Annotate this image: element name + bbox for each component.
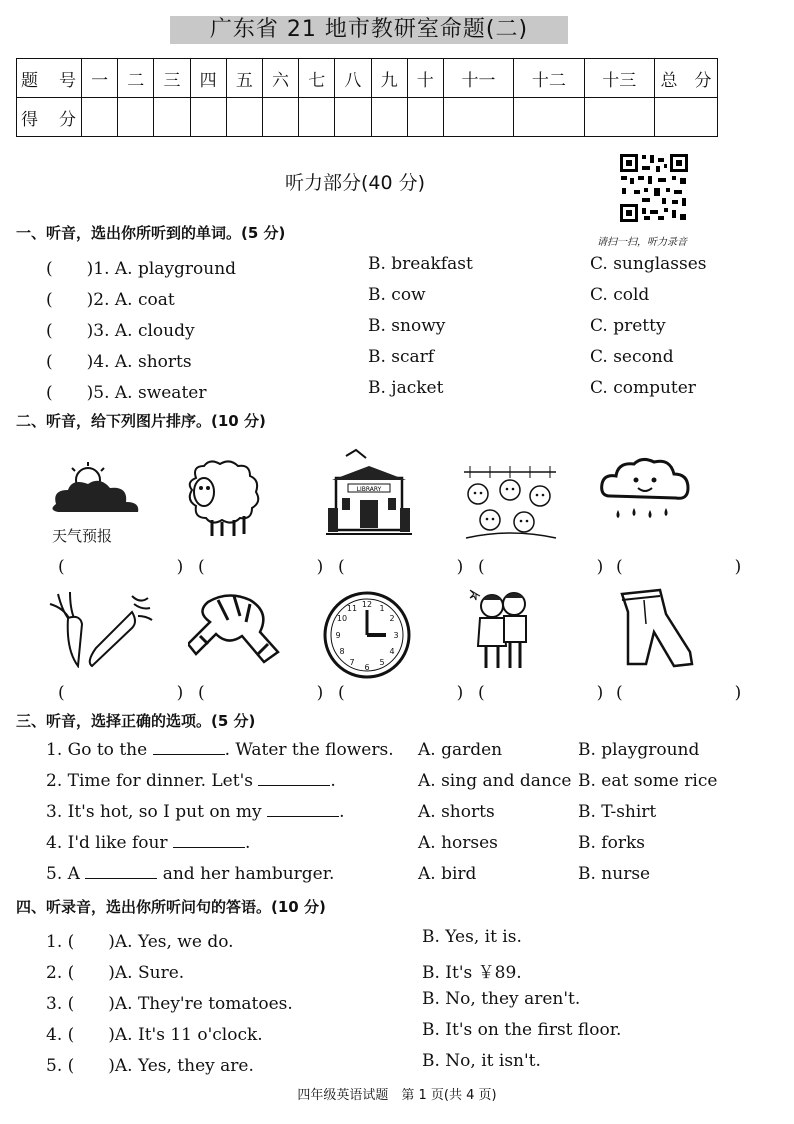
s3-q2: [46, 771, 336, 791]
answer-blank[interactable]: ( ): [58, 557, 210, 577]
svg-text:12: 12: [361, 600, 373, 609]
s4-q2: 2. ( )A. Sure.: [46, 963, 185, 983]
playground-kids-icon: [460, 458, 560, 540]
section2-title: 二、听音，给下列图片排序。(10 分): [16, 412, 266, 430]
s1-q1-c: C. sunglasses: [590, 254, 707, 274]
s3-q2-post: .: [330, 771, 336, 791]
svg-text:11: 11: [346, 604, 358, 613]
s3-q4-post: .: [244, 833, 251, 853]
s1-q2: ( )2. A. coat: [46, 290, 175, 310]
s4-q5: 5. ( )A. Yes, they are.: [46, 1056, 254, 1076]
s3-q1-pre: 1. Go to the: [46, 740, 148, 760]
s3-q2-a: A. sing and dance: [418, 771, 572, 791]
s1-q2-b: B. cow: [368, 285, 426, 305]
pants-icon: [614, 588, 698, 672]
qr-caption: 请扫一扫，听力录音: [597, 237, 687, 248]
s4-q2-b: B. It's ￥89.: [422, 963, 522, 983]
svg-text:2: 2: [389, 614, 395, 623]
score-cell: 六: [262, 59, 298, 98]
s3-q2-pre: 2. Time for dinner. Let's: [46, 771, 253, 791]
s1-q4-b: B. scarf: [368, 347, 435, 367]
exam-title: 广东省 21 地市教研室命题(二): [170, 16, 568, 44]
scarf-icon: [188, 590, 284, 668]
score-cell: 七: [299, 59, 335, 98]
s1-q3: ( )3. A. cloudy: [46, 321, 195, 341]
svg-text:9: 9: [335, 631, 341, 640]
score-entry[interactable]: [584, 98, 654, 137]
s3-q1-post: . Water the flowers.: [224, 740, 394, 760]
score-cell: 四: [190, 59, 226, 98]
svg-text:3: 3: [393, 631, 399, 640]
s4-q3: 3. ( )A. They're tomatoes.: [46, 994, 293, 1014]
s4-q4: 4. ( )A. It's 11 o'clock.: [46, 1025, 263, 1045]
section1-title: 一、听音，选出你所听到的单词。(5 分): [16, 224, 286, 242]
svg-text:5: 5: [379, 658, 385, 667]
score-entry[interactable]: [190, 98, 226, 137]
fill-blank[interactable]: [267, 802, 339, 817]
s4-q5-b: B. No, it isn't.: [422, 1051, 541, 1071]
clock-icon: [322, 590, 412, 680]
score-entry[interactable]: [262, 98, 298, 137]
s4-q1: 1. ( )A. Yes, we do.: [46, 932, 234, 952]
score-entry[interactable]: [655, 98, 718, 137]
s3-q4-a: A. horses: [418, 833, 498, 853]
s3-q5-pre: 5. A: [46, 864, 80, 884]
svg-text:1: 1: [379, 604, 385, 613]
score-label: 得 分: [17, 98, 82, 137]
score-cell: 九: [371, 59, 407, 98]
score-entry[interactable]: [299, 98, 335, 137]
score-cell: 十: [407, 59, 443, 98]
s3-q5-b: B. nurse: [578, 864, 651, 884]
children-icon: [462, 586, 542, 674]
s3-q5-post: and her hamburger.: [162, 864, 335, 884]
fill-blank[interactable]: [153, 740, 225, 755]
sheep-icon: [182, 458, 262, 540]
score-cell: 总 分: [655, 59, 718, 98]
s3-q5-a: A. bird: [418, 864, 477, 884]
s1-q4: ( )4. A. shorts: [46, 352, 192, 372]
answer-blank[interactable]: ( ): [338, 557, 490, 577]
svg-text:4: 4: [389, 647, 395, 656]
score-cell: 一: [82, 59, 118, 98]
score-cell: 十三: [584, 59, 654, 98]
s1-q4-c: C. second: [590, 347, 674, 367]
s3-q1-b: B. playground: [578, 740, 700, 760]
s3-q3-a: A. shorts: [418, 802, 495, 822]
s4-q1-b: B. Yes, it is.: [422, 927, 522, 947]
rain-cloud-icon: [598, 456, 692, 538]
s1-q2-c: C. cold: [590, 285, 650, 305]
s3-q3-b: B. T-shirt: [578, 802, 657, 822]
score-entry[interactable]: [82, 98, 118, 137]
fill-blank[interactable]: [258, 771, 330, 786]
carrot-icon: [46, 590, 156, 668]
s3-q4-b: B. forks: [578, 833, 645, 853]
answer-blank[interactable]: ( ): [338, 683, 490, 703]
weather-report-label: 天气预报: [52, 527, 113, 545]
s1-q1-b: B. breakfast: [368, 254, 473, 274]
score-entry[interactable]: [407, 98, 443, 137]
s1-q5-b: B. jacket: [368, 378, 444, 398]
score-input-row: [17, 98, 718, 137]
score-entry[interactable]: [514, 98, 584, 137]
answer-blank[interactable]: ( ): [58, 683, 210, 703]
score-entry[interactable]: [443, 98, 513, 137]
score-table: [16, 58, 718, 137]
s3-q4-pre: 4. I'd like four: [46, 833, 168, 853]
score-entry[interactable]: [371, 98, 407, 137]
fill-blank[interactable]: [173, 833, 245, 848]
s1-q3-c: C. pretty: [590, 316, 666, 336]
library-icon: [326, 448, 412, 540]
s3-q1: [46, 740, 394, 760]
answer-blank[interactable]: ( ): [616, 557, 768, 577]
svg-text:10: 10: [336, 614, 348, 623]
section4-title: 四、听录音，选出你所听问句的答语。(10 分): [16, 898, 326, 916]
answer-blank[interactable]: ( ): [478, 683, 630, 703]
s4-q3-b: B. No, they aren't.: [422, 989, 581, 1009]
s3-q3: [46, 802, 344, 822]
score-cell: 八: [335, 59, 371, 98]
svg-text:8: 8: [339, 647, 345, 656]
section3-title: 三、听音，选择正确的选项。(5 分): [16, 712, 256, 730]
answer-blank[interactable]: ( ): [198, 683, 350, 703]
score-entry[interactable]: [154, 98, 190, 137]
s3-q2-b: B. eat some rice: [578, 771, 718, 791]
listening-title: 听力部分(40 分): [284, 172, 426, 194]
s3-q4: [46, 833, 250, 853]
s1-q5: ( )5. A. sweater: [46, 383, 207, 403]
answer-blank[interactable]: ( ): [198, 557, 350, 577]
qr-code-icon[interactable]: [618, 152, 690, 224]
s4-q4-b: B. It's on the first floor.: [422, 1020, 622, 1040]
s1-q3-b: B. snowy: [368, 316, 446, 336]
answer-blank[interactable]: ( ): [478, 557, 630, 577]
s1-q1: ( )1. A. playground: [46, 259, 237, 279]
score-cell: 二: [118, 59, 154, 98]
score-header-row: [17, 59, 718, 98]
score-cell: 三: [154, 59, 190, 98]
s3-q5: [46, 864, 334, 884]
svg-text:LIBRARY: LIBRARY: [356, 486, 382, 493]
s3-q1-a: A. garden: [418, 740, 503, 760]
s3-q3-post: .: [339, 802, 345, 822]
score-entry[interactable]: [118, 98, 154, 137]
score-cell: 题 号: [17, 59, 82, 98]
score-entry[interactable]: [335, 98, 371, 137]
svg-text:6: 6: [364, 663, 370, 672]
score-cell: 五: [226, 59, 262, 98]
weather-report-icon: [48, 462, 148, 522]
score-cell: 十二: [514, 59, 584, 98]
svg-text:7: 7: [349, 658, 355, 667]
score-cell: 十一: [443, 59, 513, 98]
fill-blank[interactable]: [85, 864, 157, 879]
answer-blank[interactable]: ( ): [616, 683, 768, 703]
s1-q5-c: C. computer: [590, 378, 696, 398]
s3-q3-pre: 3. It's hot, so I put on my: [46, 802, 262, 822]
page-footer: 四年级英语试题 第 1 页(共 4 页): [297, 1088, 497, 1103]
score-entry[interactable]: [226, 98, 262, 137]
